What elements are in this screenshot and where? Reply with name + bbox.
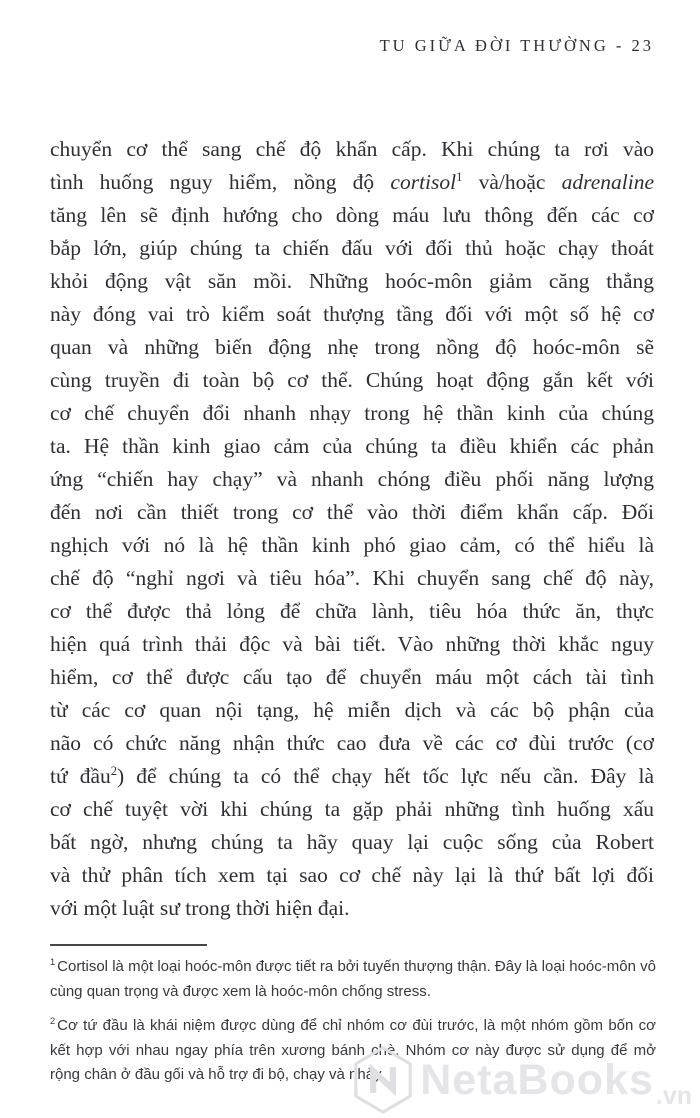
body-line: hiểm, cơ thể được cấu tạo để chuyển máu một cách tài tình — [50, 665, 654, 689]
body-line: và thử phân tích xem tại sao cơ chế này lại là thứ bất lợi đối — [50, 863, 654, 887]
footnote-1-text: Cortisol là một loại hoóc-môn được tiết ra bởi tuyến thượng thận. Đây là loại hoóc-môn vô cùng quan trọng và được xem là hoóc-môn chống stress. — [50, 958, 656, 1000]
body-line: hiện quá trình thải độc và bài tiết. Vào những thời khắc nguy — [50, 632, 654, 656]
body-text — [50, 133, 654, 925]
body-line: khỏi động vật săn mồi. Những hoóc-môn giảm căng thẳng — [50, 269, 654, 293]
footnote-2-text: Cơ tứ đầu là khái niệm được dùng để chỉ nhóm cơ đùi trước, là một nhóm gồm bốn cơ kết hợp với nhau ngay phía trên xương bánh chè. Nhóm cơ này được sử dụng để mở rộng chân ở đầu gối và hỗ trợ đi bộ, chạy và nhảy. — [50, 1017, 656, 1083]
body-line: tứ đầu$^2$) để chúng ta có thể chạy hết tốc lực nếu cần. Đây là — [50, 763, 654, 788]
footnote-2 — [50, 1014, 656, 1088]
body-line: não có chức năng nhận thức cao đưa về các cơ đùi trước (cơ — [50, 731, 654, 755]
body-line: ứng “chiến hay chạy” và nhanh chóng điều phối năng lượng — [50, 467, 654, 491]
watermark-brand-text: NetaBooks — [420, 1055, 654, 1104]
footnotes — [50, 955, 656, 1098]
body-line: bất ngờ, nhưng chúng ta hãy quay lại cuộc sống của Robert — [50, 830, 654, 854]
body-line: đến nơi cần thiết trong cơ thể vào thời điểm khẩn cấp. Đối — [50, 500, 654, 524]
body-line: này đóng vai trò kiểm soát thượng tầng đối với một số hệ cơ — [50, 302, 654, 326]
body-line: bắp lớn, giúp chúng ta chiến đấu với đối thủ hoặc chạy thoát — [50, 236, 654, 260]
body-line: tình huống nguy hiểm, nồng độ cortisol$^1$ và/hoặc adrenaline — [50, 169, 654, 194]
running-head: TU GIỮA ĐỜI THƯỜNG - 23 — [379, 36, 654, 55]
body-line: cơ chế chuyển đổi nhanh nhạy trong hệ thần kinh của chúng — [50, 401, 654, 425]
footnote-2-marker: 2 — [50, 1016, 56, 1026]
body-line: từ các cơ quan nội tạng, hệ miễn dịch và các bộ phận của — [50, 698, 654, 722]
body-line: chuyển cơ thể sang chế độ khẩn cấp. Khi chúng ta rơi vào — [50, 137, 654, 161]
footnote-1 — [50, 955, 656, 1004]
body-line: cùng truyền đi toàn bộ cơ thể. Chúng hoạt động gắn kết với — [50, 368, 654, 392]
body-line: ta. Hệ thần kinh giao cảm của chúng ta điều khiển các phản — [50, 434, 654, 458]
body-line: cơ chế tuyệt vời khi chúng ta gặp phải những tình huống xấu — [50, 797, 654, 821]
body-line: tăng lên sẽ định hướng cho dòng máu lưu thông đến các cơ — [50, 203, 654, 227]
body-line: với một luật sư trong thời hiện đại. — [50, 896, 350, 920]
body-line: chế độ “nghỉ ngơi và tiêu hóa”. Khi chuyển sang chế độ này, — [50, 566, 654, 590]
body-line: quan và những biến động nhẹ trong nồng độ hoóc-môn sẽ — [50, 335, 654, 359]
body-line: nghịch với nó là hệ thần kinh phó giao cảm, có thể hiểu là — [50, 533, 654, 557]
footnote-separator-rule — [50, 944, 207, 946]
footnote-1-marker: 1 — [50, 957, 56, 967]
body-line: cơ thể được thả lỏng để chữa lành, tiêu hóa thức ăn, thực — [50, 599, 654, 623]
watermark-domain-text: .vn — [655, 1082, 692, 1110]
